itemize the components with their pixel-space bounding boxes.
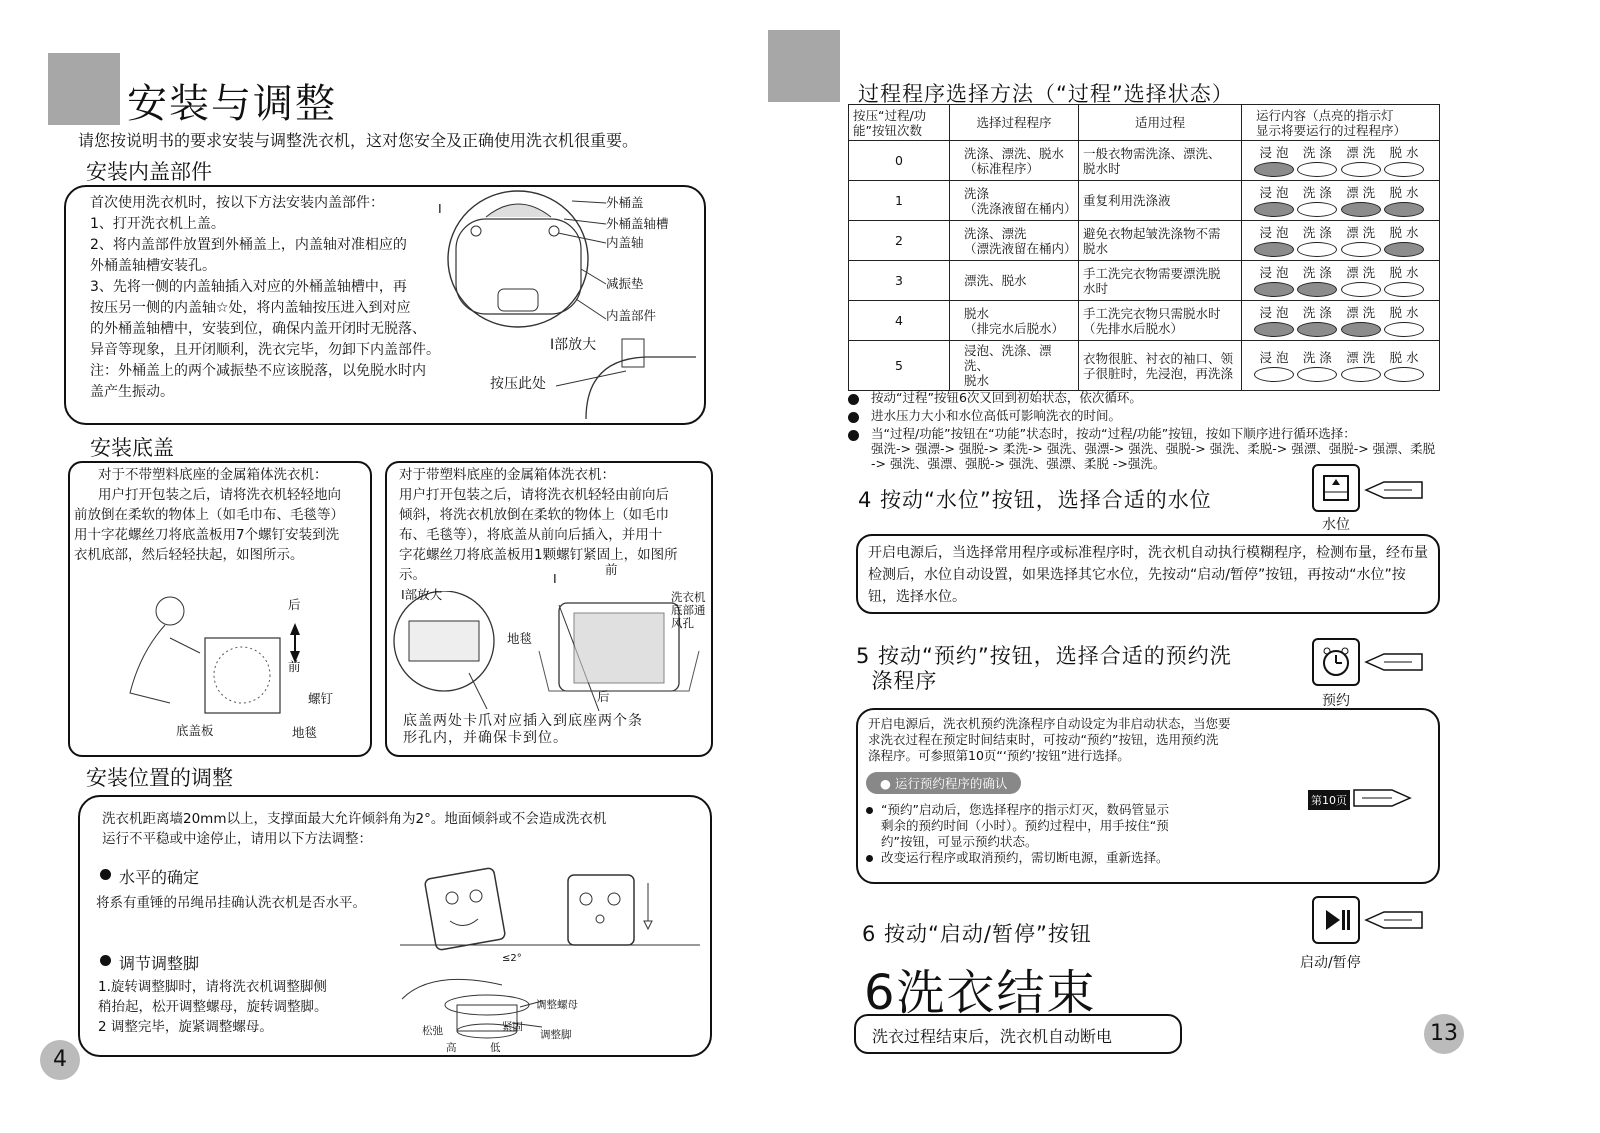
label-high: 高 [446, 1042, 457, 1054]
row-count: 1 [849, 181, 950, 221]
indicator-labels [1254, 265, 1424, 280]
page-number-left: 4 [40, 1040, 80, 1080]
indicator-light-off [1341, 162, 1381, 177]
section-marker-right [768, 30, 840, 102]
heading-inner-lid: 安装内盖部件 [86, 160, 212, 184]
level-text: 将系有重锤的吊绳吊挂确认洗衣机是否水平。 [96, 895, 366, 911]
heading-base: 安装底盖 [90, 436, 174, 460]
step5-text: 开启电源后，洗衣机预约洗涤程序自动设定为非启动状态，当您要 求洗衣过程在预定时间结束时，可按动“预约”按钮，选用预约洗 涤程序。可参照第10页“‘预约’按钮”进行选择。 [868, 716, 1231, 763]
table-row [849, 341, 1440, 391]
table-row [849, 141, 1440, 181]
indicator-light-on [1384, 242, 1424, 257]
header-use: 适用过程 [1079, 105, 1242, 141]
row-use: 衣物很脏、衬衣的袖口、领 子很脏时，先浸泡，再洗涤 [1079, 341, 1242, 391]
row-program: 洗涤、漂洗、脱水 （标准程序） [950, 141, 1079, 181]
row-lights [1242, 221, 1440, 261]
table-row [849, 301, 1440, 341]
table-row [849, 181, 1440, 221]
indicator-label: 浸 泡 [1259, 349, 1289, 365]
pointing-hand-icon [1364, 908, 1430, 932]
indicator-light-off [1384, 367, 1424, 382]
base-plastic-diagram [389, 591, 709, 711]
feet-heading: 调节调整脚 [100, 951, 199, 974]
step4-heading: 4 按动“水位”按钮，选择合适的水位 [858, 488, 1212, 512]
zoom-label: I部放大 [550, 337, 597, 353]
callout-damper: 减振垫 [606, 276, 644, 291]
label-carpet: 地毯 [292, 725, 318, 740]
indicator-label: 漂 洗 [1346, 349, 1376, 365]
table-header-row [849, 105, 1440, 141]
label-front: 前 [288, 659, 301, 674]
row-program: 脱水 （排完水后脱水） [950, 301, 1079, 341]
indicator-light-off [1384, 322, 1424, 337]
row-use: 重复利用洗涤液 [1079, 181, 1242, 221]
marker-i: I [438, 201, 442, 216]
indicator-labels [1254, 145, 1424, 160]
indicator-light-off [1254, 367, 1294, 382]
intro-text: 请您按说明书的要求安装与调整洗衣机，这对您安全及正确使用洗衣机很重要。 [78, 131, 639, 150]
indicator-light-on [1341, 322, 1381, 337]
header-program: 选择过程程序 [950, 105, 1079, 141]
step5-bullets [866, 802, 1286, 866]
section-marker [48, 53, 120, 125]
indicator-label: 漂 洗 [1346, 144, 1376, 160]
base-metal-box [68, 461, 372, 757]
program-table [848, 104, 1440, 391]
row-use: 手工洗完衣物需要漂洗脱 水时 [1079, 261, 1242, 301]
label-plate: 底盖板 [176, 723, 214, 738]
row-count: 5 [849, 341, 950, 391]
indicator-label: 浸 泡 [1259, 304, 1289, 320]
indicator-label: 浸 泡 [1259, 264, 1289, 280]
inner-lid-text: 首次使用洗衣机时，按以下方法安装内盖部件： 1、打开洗衣机上盖。 2、将内盖部件放置到外桶盖上，内盖轴对准相应的 外桶盖轴槽安装孔。 3、先将一侧的内盖轴插入对应的外桶盖轴槽中，再 按压另一侧的内盖轴☆处，将内盖轴按压进入到对应 的外桶盖轴槽中，安装到位，确保内盖开闭时无脱落、 异音等现象，且开闭顺利，洗衣完毕，勿卸下内盖部件。 注：外桶盖上的两个减振垫不应该脱落，以免脱水时内 盖产生振动。 [90, 195, 440, 400]
row-count: 3 [849, 261, 950, 301]
indicator-label: 漂 洗 [1346, 224, 1376, 240]
step5-heading: 5 按动“预约”按钮，选择合适的预约洗 涤程序 [856, 644, 1232, 693]
indicator-label: 脱 水 [1389, 264, 1419, 280]
step5-bullet: 改变运行程序或取消预约，需切断电源，重新选择。 [866, 850, 1286, 866]
end-title: 6洗衣结束 [864, 965, 1097, 1021]
end-text: 洗衣过程结束后，洗衣机自动断电 [872, 1027, 1113, 1046]
angle-label: ≤2° [502, 953, 522, 964]
indicator-light-off [1341, 367, 1381, 382]
label-tight: 紧固 [502, 1021, 523, 1033]
indicator-light-off [1297, 242, 1337, 257]
water-level-button[interactable] [1312, 464, 1360, 512]
indicator-label: 脱 水 [1389, 184, 1419, 200]
notes [848, 390, 1448, 471]
label-loose: 松弛 [422, 1025, 443, 1037]
indicator-label: 漂 洗 [1346, 304, 1376, 320]
indicator-label: 洗 涤 [1302, 184, 1332, 200]
indicator-light-on [1297, 322, 1337, 337]
label-nut: 调整螺母 [536, 999, 578, 1011]
indicator-label: 脱 水 [1389, 349, 1419, 365]
table-row [849, 261, 1440, 301]
label-back: 后 [288, 597, 301, 612]
row-lights [1242, 261, 1440, 301]
heading-position: 安装位置的调整 [86, 766, 233, 790]
base-plastic-text: 对于带塑料底座的金属箱体洗衣机： 用户打开包装之后，请将洗衣机轻轻由前向后 倾斜，将洗衣机放倒在柔软的物体上（如毛巾 布、毛毯等），将底盖从前向后插入，并用十 字花螺丝刀将底盖板用1颗螺钉紧固上，如图所 示。 [399, 467, 678, 583]
row-use: 避免衣物起皱洗涤物不需 脱水 [1079, 221, 1242, 261]
row-lights [1242, 141, 1440, 181]
indicator-label: 洗 涤 [1302, 304, 1332, 320]
label-back: 后 [597, 689, 610, 704]
note-item: 按动“过程”按钮6次又回到初始状态，依次循环。 [848, 390, 1448, 405]
indicator-light-on [1384, 202, 1424, 217]
base-metal-diagram [110, 593, 340, 733]
confirm-pill: ● 运行预约程序的确认 [866, 772, 1021, 794]
base-metal-text: 对于不带塑料底座的金属箱体洗衣机： 用户打开包装之后，请将洗衣机轻轻地向 前放倒在柔软的物体上（如毛巾布、毛毯等） 用十字花螺丝刀将底盖板用7个螺钉安装到洗 衣机底部，然后轻轻扶起，如图所示。 [74, 467, 344, 563]
position-intro: 洗衣机距离墙20mm以上，支撑面最大允许倾斜角为2°。地面倾斜或不会造成洗衣机 运行不平稳或中途停止，请用以下方法调整： [102, 811, 607, 847]
play-pause-icon [1314, 898, 1358, 942]
callout-inner-lid-part: 内盖部件 [606, 308, 657, 323]
label-front: 前 [605, 562, 618, 577]
timer-button[interactable] [1312, 638, 1360, 686]
row-count: 4 [849, 301, 950, 341]
plastic-caption: 底盖两处卡爪对应插入到底座两个条 形孔内，并确保卡到位。 [403, 713, 643, 746]
indicator-light-off [1341, 242, 1381, 257]
indicator-light-on [1254, 282, 1294, 297]
pointing-hand-icon [1364, 478, 1430, 502]
indicator-label: 浸 泡 [1259, 184, 1289, 200]
step4-text: 开启电源后，当选择常用程序或标准程序时，洗衣机自动执行模糊程序，检测布量，经布量检测后，水位自动设置，如果选择其它水位，先按动“启动/暂停”按钮，再按动“水位”按钮，选择水位。 [868, 545, 1428, 605]
note-item: 进水压力大小和水位高低可影响洗衣的时间。 [848, 408, 1448, 423]
header-lights: 运行内容（点亮的指示灯 显示将要运行的过程程序） [1242, 105, 1440, 141]
indicator-light-on [1341, 202, 1381, 217]
page-ref-link[interactable]: 第10页 [1308, 790, 1350, 810]
indicator-light-off [1297, 367, 1337, 382]
indicator-label: 漂 洗 [1346, 264, 1376, 280]
end-box [854, 1014, 1182, 1054]
feet-text: 1.旋转调整脚时，请将洗衣机调整脚侧 稍抬起，松开调整螺母，旋转调整脚。 2 调整完毕，旋紧调整螺母。 [98, 979, 328, 1035]
indicator-label: 洗 涤 [1302, 264, 1332, 280]
indicator-labels [1254, 305, 1424, 320]
page-title: 安装与调整 [127, 81, 337, 127]
indicator-light-off [1297, 202, 1337, 217]
row-lights [1242, 301, 1440, 341]
indicator-label: 脱 水 [1389, 144, 1419, 160]
label-carpet: 地毯 [507, 631, 533, 646]
alarm-clock-icon [1314, 640, 1358, 684]
indicator-label: 浸 泡 [1259, 144, 1289, 160]
position-box [78, 795, 712, 1057]
pointing-hand-icon [1346, 786, 1412, 810]
indicator-light-on [1254, 322, 1294, 337]
page-number-right: 13 [1424, 1014, 1464, 1054]
callout-outer-lid-slot: 外桶盖轴槽 [606, 216, 669, 231]
water-level-icon [1314, 466, 1358, 510]
callout-outer-lid: 外桶盖 [606, 195, 644, 210]
row-lights [1242, 341, 1440, 391]
row-use: 手工洗完衣物只需脱水时 （先排水后脱水） [1079, 301, 1242, 341]
row-use: 一般衣物需洗涤、漂洗、 脱水时 [1079, 141, 1242, 181]
water-level-label: 水位 [1322, 517, 1350, 533]
indicator-light-off [1384, 162, 1424, 177]
row-program: 洗涤、漂洗 （漂洗液留在桶内） [950, 221, 1079, 261]
header-count: 按压“过程/功 能”按钮次数 [849, 105, 950, 141]
indicator-light-off [1297, 162, 1337, 177]
table-row [849, 221, 1440, 261]
label-foot: 调整脚 [540, 1029, 572, 1041]
label-marker: I [553, 571, 557, 586]
start-pause-label: 启动/暂停 [1300, 955, 1361, 971]
indicator-label: 洗 涤 [1302, 349, 1332, 365]
table-title: 过程程序选择方法（“过程”选择状态） [858, 82, 1234, 106]
press-here-label: 按压此处 [490, 376, 546, 392]
step5-box [856, 708, 1440, 884]
row-program: 浸泡、洗涤、漂洗、 脱水 [950, 341, 1079, 391]
level-heading: 水平的确定 [100, 865, 199, 888]
indicator-light-off [1341, 282, 1381, 297]
label-vent: 洗衣机 底部通 风孔 [671, 590, 706, 630]
row-count: 0 [849, 141, 950, 181]
step5-bullet: “预约”启动后，您选择程序的指示灯灭，数码管显示 剩余的预约时间（小时）。预约过程中，用手按住“预 约”按钮，可显示预约状态。 [866, 802, 1286, 850]
timer-label: 预约 [1322, 693, 1350, 709]
indicator-label: 洗 涤 [1302, 144, 1332, 160]
indicator-light-on [1254, 162, 1294, 177]
indicator-label: 脱 水 [1389, 304, 1419, 320]
indicator-label: 浸 泡 [1259, 224, 1289, 240]
indicator-label: 漂 洗 [1346, 184, 1376, 200]
indicator-light-off [1384, 282, 1424, 297]
indicator-labels [1254, 350, 1424, 365]
step4-box [856, 534, 1440, 614]
row-program: 洗涤 （洗涤液留在桶内） [950, 181, 1079, 221]
level-diagram [400, 863, 700, 963]
start-pause-button[interactable] [1312, 896, 1360, 944]
callout-lid-shaft: 内盖轴 [606, 235, 644, 250]
indicator-label: 洗 涤 [1302, 224, 1332, 240]
base-plastic-box [385, 461, 713, 757]
indicator-labels [1254, 225, 1424, 240]
note-item: 当“过程/功能”按钮在“功能”状态时，按动“过程/功能”按钮，按如下顺序进行循环选择： 强洗-> 强漂-> 强脱-> 柔洗-> 强洗、强漂-> 强洗、强脱-> 强洗、柔脱-> 强漂、强脱-> 强漂、柔脱 -> 强洗、强漂、强脱-> 强洗、强漂、柔脱 ->强洗。 [848, 426, 1448, 471]
label-zoom-i: I部放大 [401, 587, 443, 602]
indicator-light-on [1254, 202, 1294, 217]
pointing-hand-icon [1364, 650, 1430, 674]
row-program: 漂洗、脱水 [950, 261, 1079, 301]
indicator-labels [1254, 185, 1424, 200]
indicator-light-on [1254, 242, 1294, 257]
inner-lid-box [64, 185, 706, 425]
row-count: 2 [849, 221, 950, 261]
row-lights [1242, 181, 1440, 221]
label-screw: 螺钉 [308, 691, 334, 706]
indicator-light-on [1297, 282, 1337, 297]
indicator-label: 脱 水 [1389, 224, 1419, 240]
label-low: 低 [490, 1042, 501, 1054]
step6-heading: 6 按动“启动/暂停”按钮 [862, 922, 1092, 946]
